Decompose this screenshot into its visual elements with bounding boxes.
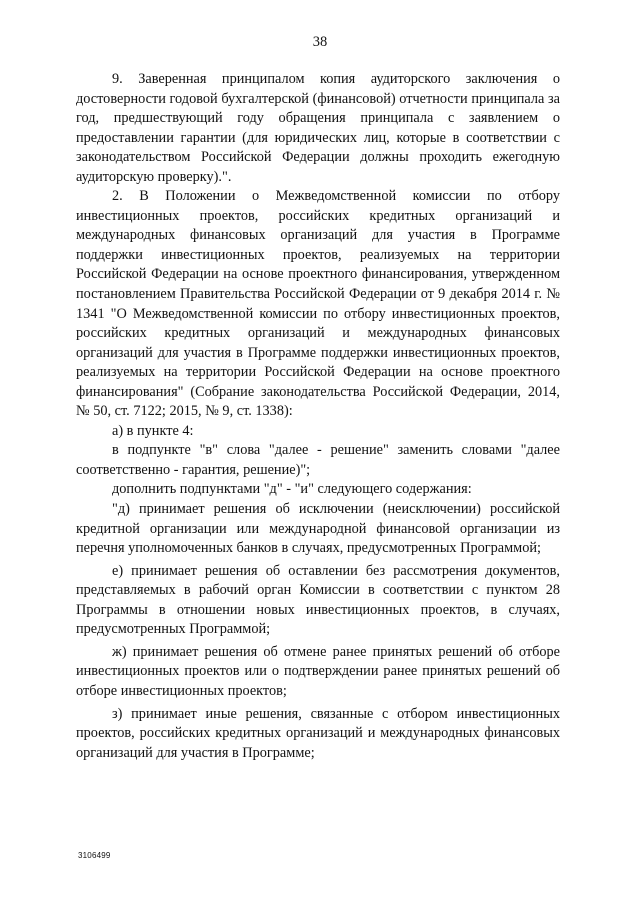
paragraph-add-subpoints: дополнить подпунктами "д" - "и" следующего содержания:	[112, 481, 472, 498]
paragraph-point-2-commission-regulation: 2. В Положении о Межведомственной комиссии по отбору инвестиционных проектов, российских кредитных организаций и международных финансовых организаций для участия в Программе поддержки инвестиционных проектов, реализуемых на территории Российской Федерации на основе проектного финансирования, утвержденном постановлением Правительства Российской Федерации от 9 декабря 2014 г. № 1341 "О Межведомственной комиссии по отбору инвестиционных проектов, российских кредитных организаций и международных финансовых организаций для участия в Программе поддержки инвестиционных проектов, реализуемых на территории Российской Федерации на основе проектного финансирования" (Собрание законодательства Российской Федерации, 2014, № 50, ст. 7122; 2015, № 9, ст. 1338):	[76, 188, 560, 420]
paragraph-subpoint-z: з) принимает иные решения, связанные с отбором инвестиционных проектов, российских кредитных организаций и международных финансовых организаций для участия в Программе;	[76, 705, 560, 761]
paragraph-subpoint-d: "д) принимает решения об исключении (неисключении) российской кредитной организации или международной финансовой организации из перечня уполномоченных банков в случаях, предусмотренных Программой;	[76, 501, 560, 557]
paragraph-subitem-a: а) в пункте 4:	[112, 422, 194, 439]
paragraph-subpoint-e: е) принимает решения об оставлении без рассмотрения документов, представляемых в рабочий орган Комиссии в соответствии с пунктом 28 Программы в отношении новых инвестиционных проектов, в случаях, предусмотренных Программой;	[76, 562, 560, 638]
paragraph-subpoint-v-amendment: в подпункте "в" слова "далее - решение" заменить словами "далее соответственно - гарантия, решение)";	[76, 442, 560, 478]
document-code: 3106499	[78, 851, 111, 860]
page-number: 38	[312, 34, 328, 50]
paragraph-item-9-auditor-report: 9. Заверенная принципалом копия аудиторского заключения о достоверности годовой бухгалтерской (финансовой) отчетности принципала за год, предшествующий году обращения принципала с заявлением о предоставлении гарантии (для юридических лиц, которые в соответствии с законодательством Российской Федерации должны проходить ежегодную аудиторскую проверку).".	[76, 71, 560, 185]
document-body	[76, 70, 560, 763]
paragraph-subpoint-zh: ж) принимает решения об отмене ранее принятых решений об отборе инвестиционных проектов или о подтверждении ранее принятых решений об отборе инвестиционных проектов;	[76, 643, 560, 699]
